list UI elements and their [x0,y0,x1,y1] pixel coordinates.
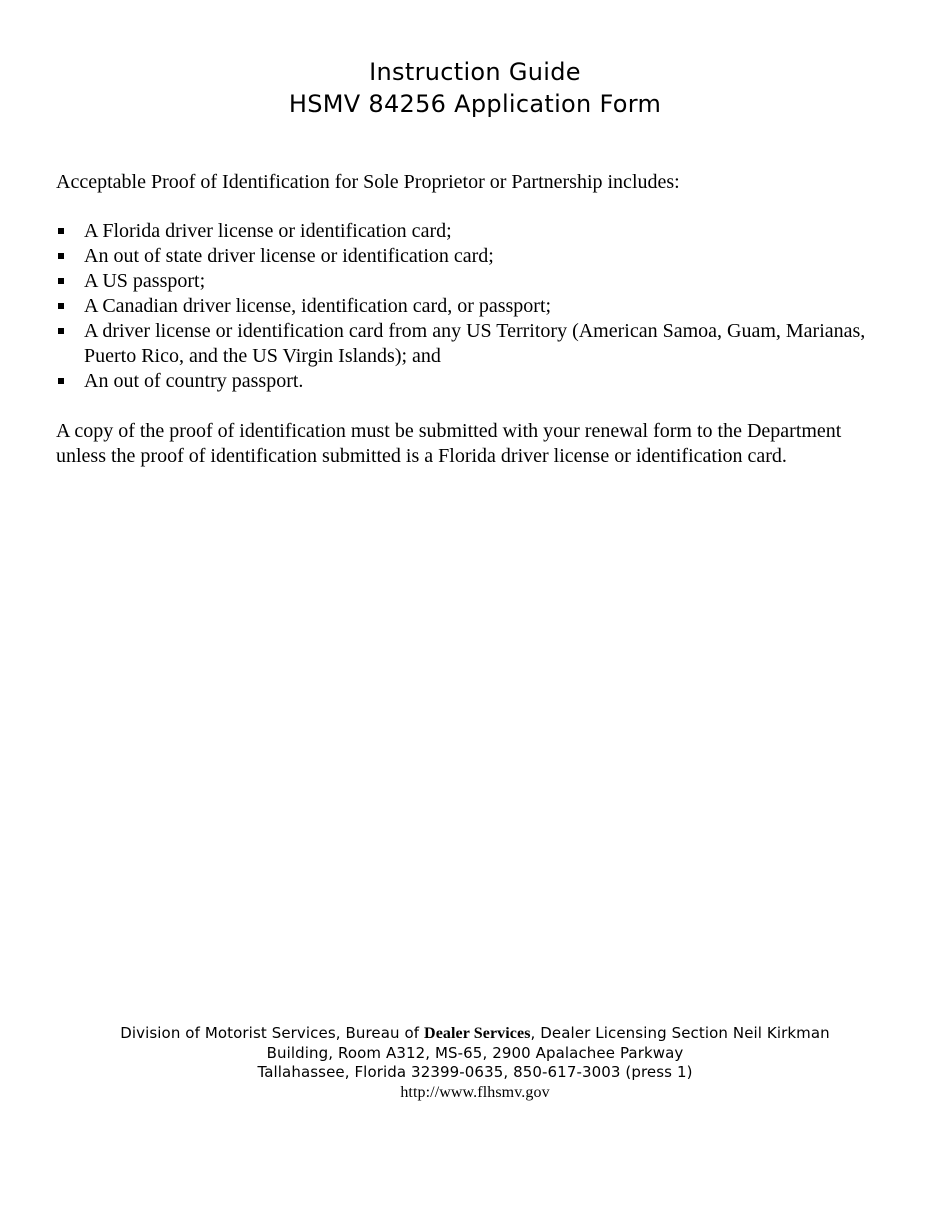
title-line-form: HSMV 84256 Application Form [288,90,662,118]
footer-division-suffix: , Dealer Licensing Section Neil Kirkman [530,1024,830,1042]
page-title [0,56,950,120]
footer-line-building: Building, Room A312, MS-65, 2900 Apalachee Parkway [266,1043,684,1062]
title-line-guide: Instruction Guide [369,58,581,86]
submission-note: A copy of the proof of identification must be submitted with your renewal form to the Department unless the proof of identification submitted is a Florida driver license or identification card. [56,420,842,467]
footer-line-city: Tallahassee, Florida 32399-0635, 850-617-3003 (press 1) [257,1063,693,1081]
list-item [56,319,916,369]
list-item-text: A Canadian driver license, identification card, or passport; [84,295,552,317]
list-item-text: A Florida driver license or identification card; [84,220,452,242]
footer-address [0,1024,950,1102]
list-item [56,294,916,319]
list-item-text: An out of country passport. [84,370,304,392]
list-item [56,219,916,244]
square-bullet-icon [58,303,64,309]
square-bullet-icon [58,328,64,334]
list-item-text: A US passport; [84,270,206,292]
list-item [56,269,916,294]
footer-division-prefix: Division of Motorist Services, Bureau of [120,1024,425,1042]
list-item-text: An out of state driver license or identification card; [84,245,494,267]
list-item [56,369,916,394]
footer-dealer-services: Dealer Services [424,1025,531,1042]
footer-line-division [0,1024,950,1044]
square-bullet-icon [58,378,64,384]
square-bullet-icon [58,253,64,259]
square-bullet-icon [58,228,64,234]
intro-paragraph: Acceptable Proof of Identification for Sole Proprietor or Partnership includes: [56,171,680,193]
list-item-text: A driver license or identification card from any US Territory (American Samoa, Guam, Marianas, Puerto Rico, and the US Virgin Islands); and [84,320,866,367]
identification-list [56,219,916,394]
list-item [56,244,916,269]
footer-website-link[interactable]: http://www.flhsmv.gov [400,1083,550,1101]
square-bullet-icon [58,278,64,284]
